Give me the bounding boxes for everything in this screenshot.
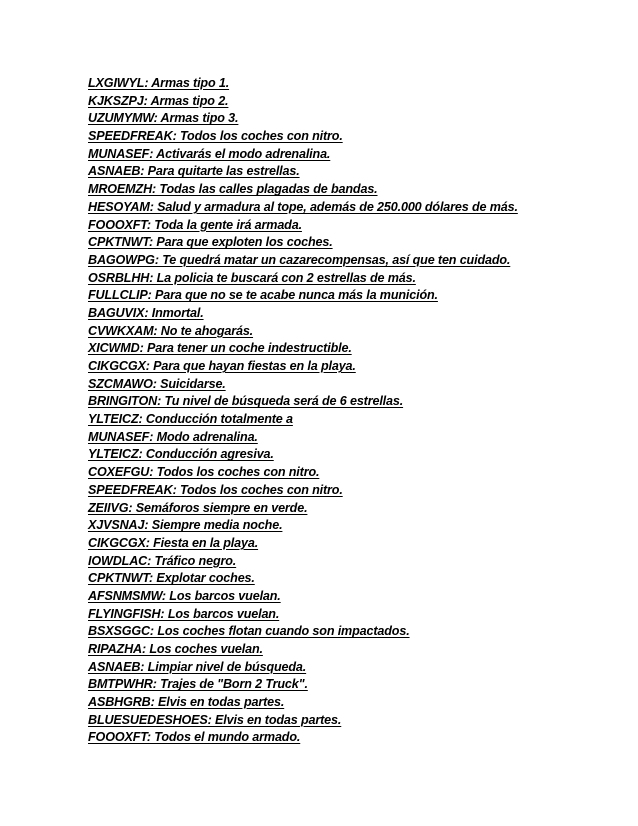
cheat-line: CPKTNWT: Para que exploten los coches. <box>88 235 333 250</box>
cheat-line: FULLCLIP: Para que no se te acabe nunca más la munición. <box>88 288 438 303</box>
cheat-line: HESOYAM: Salud y armadura al tope, además de 250.000 dólares de más. <box>88 199 518 214</box>
cheat-line: ASBHGRB: Elvis en todas partes. <box>88 695 285 710</box>
cheat-line: LXGIWYL: Armas tipo 1. <box>88 76 230 90</box>
cheat-line: SPEEDFREAK: Todos los coches con nitro. <box>88 482 343 497</box>
cheat-line: BAGUVIX: Inmortal. <box>88 305 204 320</box>
cheat-line: AFSNMSMW: Los barcos vuelan. <box>88 588 281 603</box>
cheat-line: ZEIIVG: Semáforos siempre en verde. <box>88 500 308 515</box>
cheat-line: SPEEDFREAK: Todos los coches con nitro. <box>88 129 343 144</box>
cheat-line: BAGOWPG: Te quedrá matar un cazarecompensas, así que ten cuidado. <box>88 252 511 267</box>
cheat-line: IOWDLAC: Tráfico negro. <box>88 553 237 568</box>
cheat-line: UZUMYMW: Armas tipo 3. <box>88 111 239 126</box>
cheat-line: FLYINGFISH: Los barcos vuelan. <box>88 606 280 621</box>
cheat-line: COXEFGU: Todos los coches con nitro. <box>88 465 320 480</box>
cheat-line: MUNASEF: Activarás el modo adrenalina. <box>88 146 331 161</box>
cheat-line: CIKGCGX: Para que hayan fiestas en la playa. <box>88 359 356 373</box>
cheat-line: XICWMD: Para tener un coche indestructible. <box>88 341 352 356</box>
cheat-line: MUNASEF: Modo adrenalina. <box>88 429 258 444</box>
cheat-line: YLTEICZ: Conducción agresiva. <box>88 447 274 462</box>
cheat-line: XJVSNAJ: Siempre media noche. <box>88 518 283 533</box>
cheat-line: BRINGITON: Tu nivel de búsqueda será de 6 estrellas. <box>88 394 404 409</box>
cheat-code-list <box>88 75 608 747</box>
cheat-line: CVWKXAM: No te ahogarás. <box>88 323 254 338</box>
cheat-line: RIPAZHA: Los coches vuelan. <box>88 642 263 656</box>
cheat-line: BSXSGGC: Los coches flotan cuando son impactados. <box>88 624 410 639</box>
cheat-line: FOOOXFT: Toda la gente irá armada. <box>88 217 302 232</box>
cheat-line: OSRBLHH: La policia te buscará con 2 estrellas de más. <box>88 270 416 285</box>
cheat-line: ASNAEB: Para quitarte las estrellas. <box>88 164 300 179</box>
cheat-line: SZCMAWO: Suicidarse. <box>88 376 226 391</box>
cheat-line: KJKSZPJ: Armas tipo 2. <box>88 93 229 108</box>
cheat-line: FOOOXFT: Todos el mundo armado. <box>88 730 301 745</box>
cheat-line: BMTPWHR: Trajes de "Born 2 Truck". <box>88 677 308 692</box>
cheat-line: CPKTNWT: Explotar coches. <box>88 571 255 586</box>
cheat-line: ASNAEB: Limpiar nivel de búsqueda. <box>88 659 307 674</box>
cheat-line: BLUESUEDESHOES: Elvis en todas partes. <box>88 712 342 727</box>
cheat-line: MROEMZH: Todas las calles plagadas de bandas. <box>88 182 378 197</box>
cheat-line: YLTEICZ: Conducción totalmente a <box>88 412 293 427</box>
cheat-line: CIKGCGX: Fiesta en la playa. <box>88 535 259 550</box>
